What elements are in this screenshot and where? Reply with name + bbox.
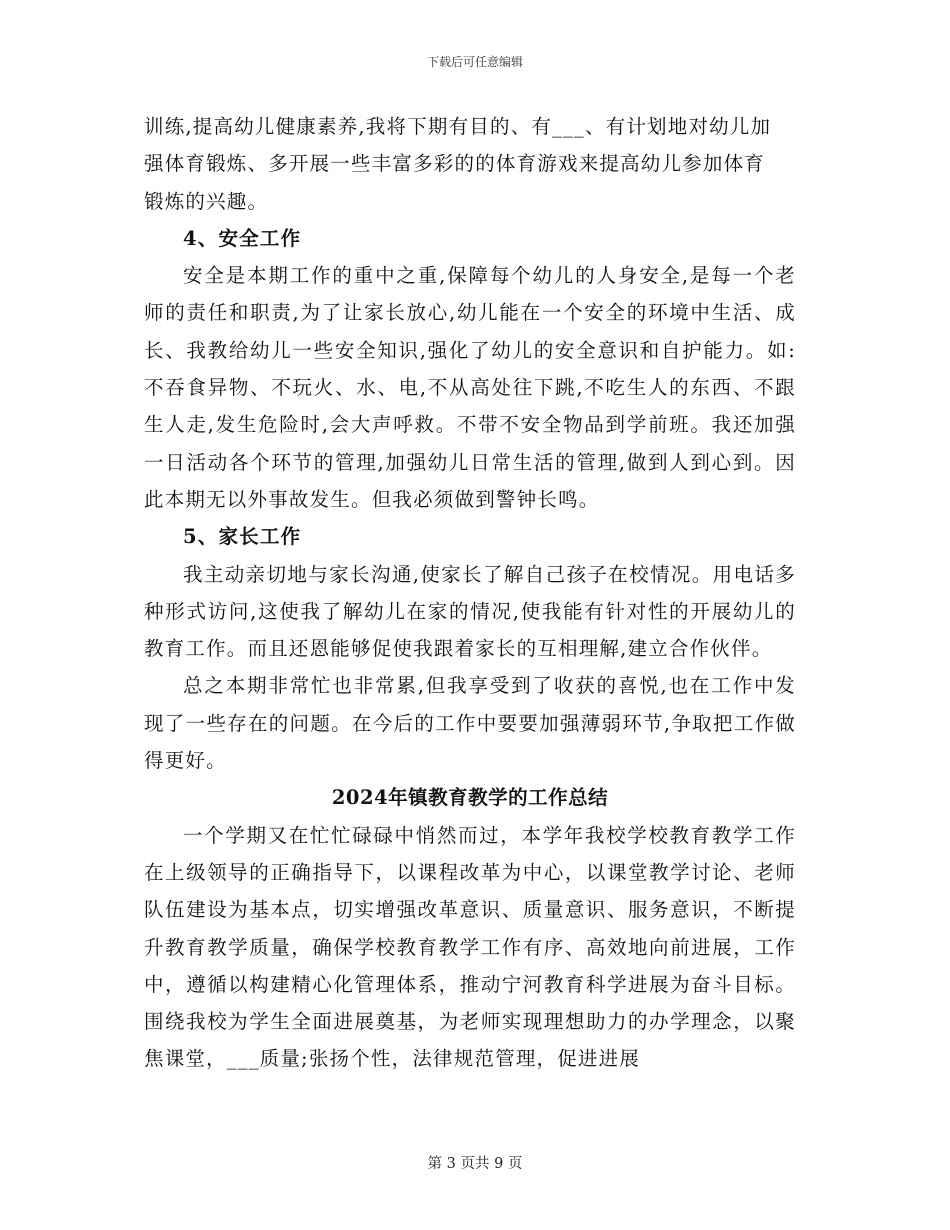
document-body: [144, 108, 796, 1078]
parent-heading: 5、家长工作: [183, 525, 302, 549]
intro-line-3: 锻炼的兴趣。: [144, 189, 269, 213]
education-paragraph: 一个学期又在忙忙碌碌中悄然而过，本学年我校学校教育教学工作在上级领导的正确指导下，以课程改革为中心，以课堂教学讨论、老师队伍建设为基本点，切实增强改革意识、质量意识、服务意识，不断提升教育教学质量，确保学校教育教学工作有序、高效地向前进展，工作中，遵循以构建精心化管理体系，推动宁河教育科学进展为奋斗目标。围绕我校为学生全面进展奠基，为老师实现理想助力的办学理念，以聚焦课堂，___质量;张扬个性，法律规范管理，促进进展: [144, 823, 796, 1071]
section-title: 2024年镇教育教学的工作总结: [331, 786, 609, 810]
parent-paragraph: 我主动亲切地与家长沟通,使家长了解自己孩子在校情况。用电话多种形式访问,这使我了解幼儿在家的情况,使我能有针对性的开展幼儿的教育工作。而且还恩能够促使我跟着家长的互相理解,建立合作伙伴。: [144, 562, 796, 661]
safety-paragraph: 安全是本期工作的重中之重,保障每个幼儿的人身安全,是每一个老师的责任和职责,为了让家长放心,幼儿能在一个安全的环境中生活、成长、我教给幼儿一些安全知识,强化了幼儿的安全意识和自护能力。如:不吞食异物、不玩火、水、电,不从高处往下跳,不吃生人的东西、不跟生人走,发生危险时,会大声呼救。不带不安全物品到学前班。我还加强一日活动各个环节的管理,加强幼儿日常生活的管理,做到人到心到。因此本期无以外事故发生。但我必须做到警钟长鸣。: [144, 264, 796, 511]
intro-line-2: 强体育锻炼、多开展一些丰富多彩的的体育游戏来提高幼儿参加体育: [144, 152, 766, 176]
page-footer: 第 3 页共 9 页: [427, 1156, 523, 1172]
safety-heading: 4、安全工作: [183, 226, 302, 250]
summary-paragraph: 总之本期非常忙也非常累,但我享受到了收获的喜悦,也在工作中发现了一些存在的问题。在今后的工作中要要加强薄弱环节,争取把工作做得更好。: [144, 674, 796, 773]
page-header: 下载后可任意编辑: [426, 55, 523, 69]
intro-line-1: 训练,提高幼儿健康素养,我将下期有目的、有___、有计划地对幼儿加: [144, 115, 772, 138]
